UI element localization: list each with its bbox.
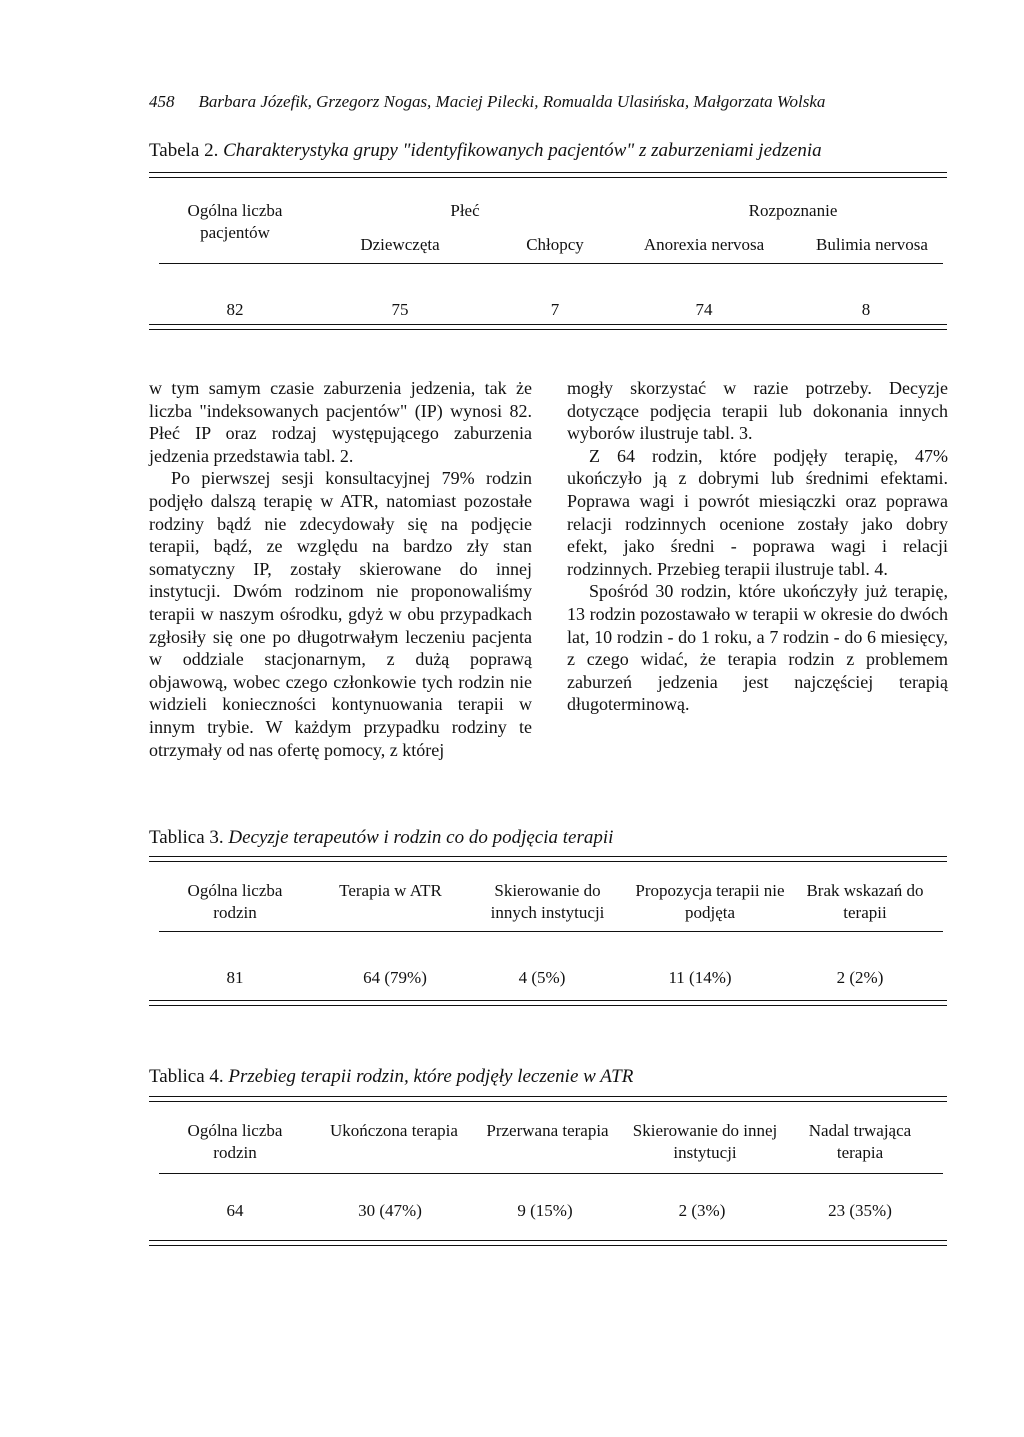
table4-cell-interrupted: 9 (15%) xyxy=(517,1201,573,1220)
table4-bottom-rule-2 xyxy=(149,1245,947,1246)
table3-bottom-rule-2 xyxy=(149,1005,947,1006)
table4-header-total: Ogólna liczba rodzin xyxy=(187,1121,283,1162)
table2-title: Charakterystyka grupy "identyfikowanych pacjentów" z zaburzeniami jedzenia xyxy=(223,140,822,161)
table4-cell-ongoing: 23 (35%) xyxy=(828,1201,892,1220)
table2-cell-bulimia: 8 xyxy=(861,300,871,319)
table2-header-total: Ogólna liczba pacjentów xyxy=(187,201,283,242)
page-number: 458 xyxy=(149,92,175,111)
table3-title: Decyzje terapeutów i rodzin co do podjęcia terapii xyxy=(228,827,614,848)
table3-header-atr: Terapia w ATR xyxy=(339,881,442,900)
table4-cell-completed: 30 (47%) xyxy=(358,1201,422,1220)
table4-caption xyxy=(149,1066,633,1088)
table2-top-rule-2 xyxy=(149,177,947,178)
table2-header-diagnosis: Rozpoznanie xyxy=(748,201,838,220)
body-paragraph: mogły skorzystać w razie potrzeby. Decyzje dotyczące podjęcia terapii lub dokonania innych wyborów ilustruje tabl. 3. xyxy=(567,378,948,444)
table2-header-anorexia: Anorexia nervosa xyxy=(643,235,765,254)
table4-header-ongoing: Nadal trwająca terapia xyxy=(808,1121,912,1162)
table3-cell-atr: 64 (79%) xyxy=(363,968,427,987)
body-left-column xyxy=(149,377,532,761)
table4-cell-total: 64 xyxy=(226,1201,244,1220)
table2-bottom-rule-2 xyxy=(149,329,947,330)
table2-header-boys: Chłopcy xyxy=(526,235,584,254)
table2-header-rule xyxy=(159,263,943,264)
table4-bottom-rule xyxy=(149,1240,947,1241)
table4-header-completed: Ukończona terapia xyxy=(330,1121,458,1140)
table3-cell-referral: 4 (5%) xyxy=(518,968,566,987)
table4-header-rule xyxy=(159,1173,943,1174)
table3-top-rule xyxy=(149,856,947,857)
table3-label: Tablica 3. xyxy=(149,827,224,848)
table3-header-not-taken: Propozycja terapii nie podjęta xyxy=(635,881,785,922)
table2-cell-anorexia: 74 xyxy=(695,300,713,319)
table2-header-sex: Płeć xyxy=(450,201,480,220)
body-paragraph: Po pierwszej sesji konsultacyjnej 79% rodzin podjęło dalszą terapię w ATR, natomiast pozostałe rodziny bądź nie zdecydowały się na podjęcie terapii, bądź, ze względu na bardzo zły stan somatyczny IP, zostały skierowane do innej instytucji. Dwóm rodzinom nie proponowaliśmy terapii w naszym ośrodku, gdyż w obu przypadkach zgłosiły się one po długotrwałym leczeniu pacjenta w oddziale stacjonarnym, z dużą poprawą objawową, wobec czego członkowie tych rodzin nie widzieli konieczności kontynuowania terapii w innym trybie. W każdym przypadku rodziny te otrzymały od nas ofertę pomocy, z której xyxy=(149,468,532,760)
table2-cell-boys: 7 xyxy=(550,300,560,319)
author-list: Barbara Józefik, Grzegorz Nogas, Maciej Pilecki, Romualda Ulasińska, Małgorzata Wolska xyxy=(198,92,826,111)
body-right-column xyxy=(567,377,948,716)
table3-top-rule-2 xyxy=(149,861,947,862)
table4-label: Tablica 4. xyxy=(149,1066,224,1087)
table3-bottom-rule xyxy=(149,1000,947,1001)
table4-top-rule xyxy=(149,1096,947,1097)
body-paragraph: Z 64 rodzin, które podjęły terapię, 47% ukończyło ją z dobrymi lub średnimi efektami. Poprawa wagi i powrót miesiączki oraz poprawa relacji rodzinnych ocenione zostały jako dobry efekt, jako średni - poprawa wagi i relacji rodzinnych. Przebieg terapii ilustruje tabl. 4. xyxy=(567,445,948,579)
table3-caption xyxy=(149,827,613,849)
table2-cell-girls: 75 xyxy=(391,300,409,319)
table2-label: Tabela 2. xyxy=(149,140,219,161)
table3-cell-no-indication: 2 (2%) xyxy=(836,968,884,987)
table4-header-interrupted: Przerwana terapia xyxy=(486,1121,609,1140)
table2-top-rule xyxy=(149,172,947,173)
table2-caption xyxy=(149,140,822,162)
table3-header-no-indication: Brak wskazań do terapii xyxy=(806,881,924,922)
table2-bottom-rule xyxy=(149,324,947,325)
table3-header-referral: Skierowanie do innych instytucji xyxy=(490,881,605,922)
table4-top-rule-2 xyxy=(149,1101,947,1102)
table4-header-referral: Skierowanie do innej instytucji xyxy=(632,1121,778,1162)
table3-header-total: Ogólna liczba rodzin xyxy=(187,881,283,922)
table2-header-girls: Dziewczęta xyxy=(360,235,440,254)
body-paragraph: Spośród 30 rodzin, które ukończyły już terapię, 13 rodzin pozostawało w terapii w okresie do dwóch lat, 10 rodzin - do 1 roku, a 7 rodzin - do 6 miesięcy, z czego widać, że terapia rodzin z problemem zaburzeń jedzenia jest najczęściej terapią długoterminową. xyxy=(567,581,948,715)
table4-title: Przebieg terapii rodzin, które podjęły leczenie w ATR xyxy=(228,1066,634,1087)
table3-cell-not-taken: 11 (14%) xyxy=(668,968,732,987)
table3-cell-total: 81 xyxy=(226,968,244,987)
table4-cell-referral: 2 (3%) xyxy=(678,1201,726,1220)
running-header xyxy=(149,92,825,112)
table2-cell-total: 82 xyxy=(226,300,244,319)
table2-header-bulimia: Bulimia nervosa xyxy=(816,235,928,254)
table3-header-rule xyxy=(159,931,943,932)
body-paragraph: w tym samym czasie zaburzenia jedzenia, tak że liczba "indeksowanych pacjentów" (IP) wynosi 82. Płeć IP oraz rodzaj występującego zaburzenia jedzenia przedstawia tabl. 2. xyxy=(149,378,532,466)
